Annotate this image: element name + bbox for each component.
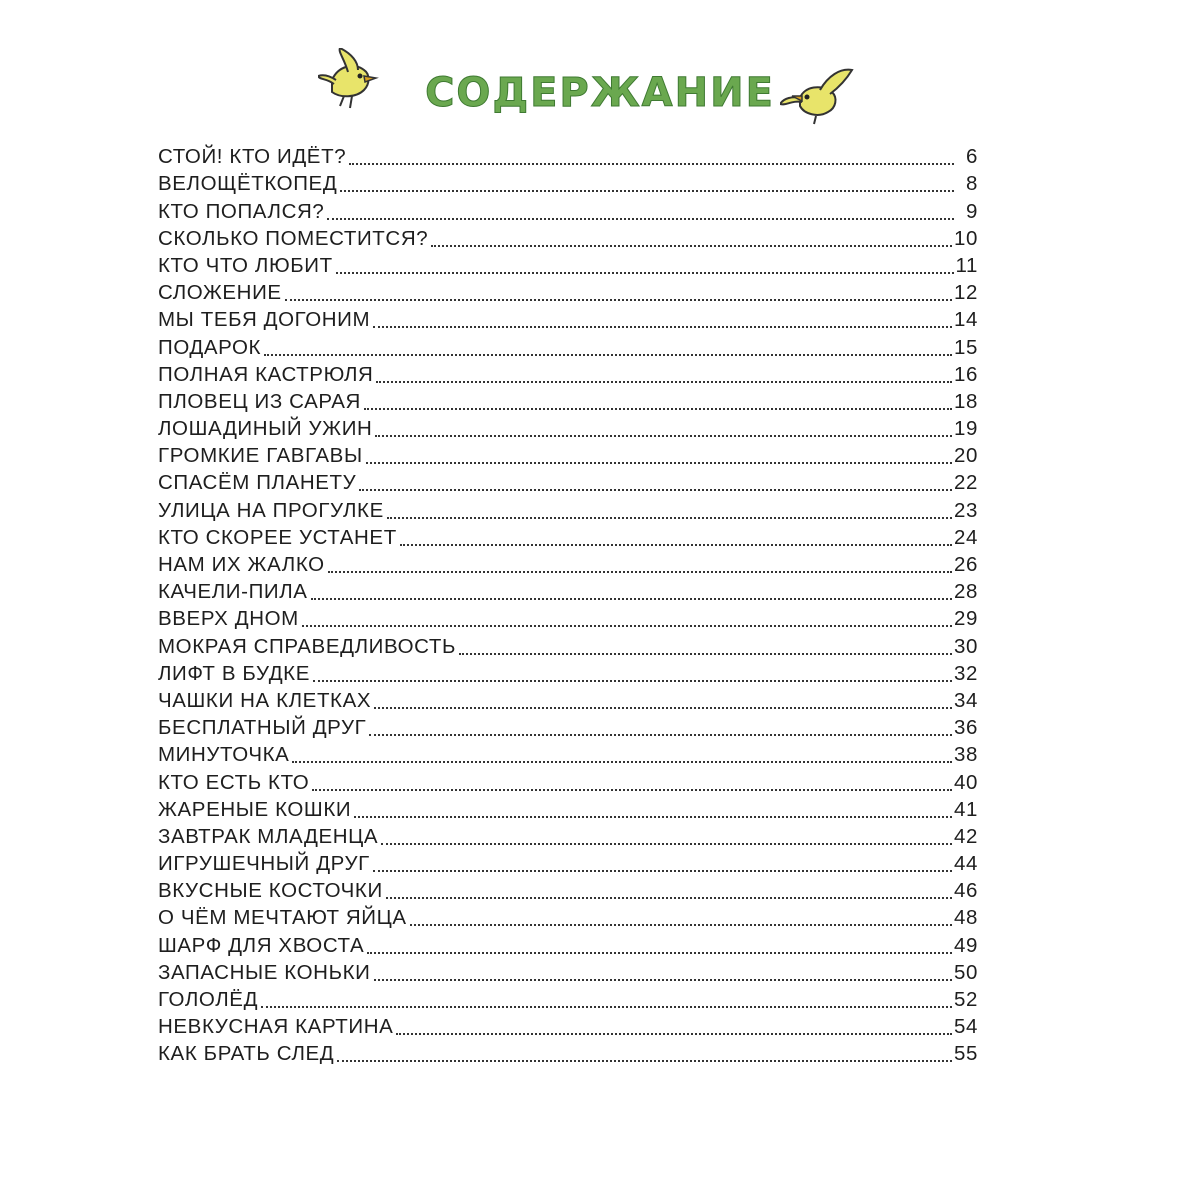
- dot-leader: [396, 1019, 952, 1035]
- toc-entry-title: ПОЛНАЯ КАСТРЮЛЯ: [158, 362, 374, 386]
- toc-entry-title: НЕВКУСНАЯ КАРТИНА: [158, 1015, 394, 1039]
- toc-entry-title: ИГРУШЕЧНЫЙ ДРУГ: [158, 852, 370, 876]
- toc-entry-title: ПЛОВЕЦ ИЗ САРАЯ: [158, 389, 361, 413]
- toc-entry[interactable]: [158, 713, 978, 740]
- toc-entry[interactable]: [158, 903, 978, 930]
- toc-entry-title: СЛОЖЕНИЕ: [158, 281, 282, 305]
- dot-leader: [359, 475, 952, 491]
- toc-entry-page-number: 42: [953, 824, 978, 848]
- toc-entry-title: ЛОШАДИНЫЙ УЖИН: [158, 417, 373, 441]
- dot-leader: [285, 285, 952, 301]
- table-of-contents: [158, 142, 978, 1066]
- toc-entry-title: МИНУТОЧКА: [158, 743, 290, 767]
- toc-entry-page-number: 52: [953, 988, 978, 1011]
- toc-entry[interactable]: [158, 686, 978, 713]
- toc-entry-page-number: 23: [953, 498, 978, 522]
- toc-entry-title: ВВЕРХ ДНОМ: [158, 607, 299, 631]
- dot-leader: [376, 367, 952, 383]
- toc-entry-page-number: 22: [953, 471, 978, 495]
- dot-leader: [354, 802, 952, 818]
- toc-entry-title: МЫ ТЕБЯ ДОГОНИМ: [158, 308, 371, 332]
- toc-entry-title: КТО ЕСТЬ КТО: [158, 770, 310, 794]
- toc-entry-page-number: 6: [965, 145, 978, 169]
- toc-entry[interactable]: [158, 767, 978, 794]
- toc-entry-page-number: 14: [953, 308, 978, 332]
- toc-entry-page-number: 19: [953, 417, 978, 441]
- toc-entry[interactable]: [158, 958, 978, 985]
- toc-entry-page-number: 55: [953, 1042, 978, 1066]
- dot-leader: [374, 693, 952, 709]
- dot-leader: [264, 340, 952, 356]
- toc-entry[interactable]: [158, 305, 978, 332]
- toc-entry[interactable]: [158, 659, 978, 686]
- toc-entry-page-number: 49: [953, 933, 978, 957]
- toc-entry[interactable]: [158, 604, 978, 631]
- dot-leader: [387, 503, 952, 519]
- toc-entry[interactable]: [158, 278, 978, 305]
- toc-entry-page-number: 46: [953, 879, 978, 903]
- toc-entry-page-number: 11: [955, 253, 978, 277]
- toc-entry[interactable]: [158, 523, 978, 550]
- dot-leader: [340, 176, 954, 192]
- dot-leader: [459, 639, 952, 655]
- toc-entry-title: ГОЛОЛЁД: [158, 988, 259, 1011]
- toc-entry[interactable]: [158, 224, 978, 251]
- toc-entry-title: КТО ПОПАЛСЯ?: [158, 199, 325, 223]
- toc-entry-page-number: 18: [953, 389, 978, 413]
- dot-leader: [373, 856, 952, 872]
- toc-entry[interactable]: [158, 169, 978, 196]
- toc-entry-page-number: 29: [953, 607, 978, 631]
- toc-entry-page-number: 8: [965, 172, 978, 196]
- toc-entry[interactable]: [158, 795, 978, 822]
- toc-entry-page-number: 32: [953, 661, 978, 685]
- dot-leader: [410, 910, 952, 926]
- toc-entry-title: ВЕЛОЩЁТКОПЕД: [158, 172, 338, 196]
- dot-leader: [312, 775, 952, 791]
- toc-entry-title: КТО ЧТО ЛЮБИТ: [158, 253, 333, 277]
- toc-entry-title: БЕСПЛАТНЫЙ ДРУГ: [158, 716, 367, 740]
- toc-entry-page-number: 48: [953, 906, 978, 930]
- toc-entry-page-number: 50: [953, 960, 978, 984]
- dot-leader: [261, 992, 952, 1008]
- toc-entry-page-number: 12: [953, 281, 978, 305]
- toc-entry-title: ЗАПАСНЫЕ КОНЬКИ: [158, 960, 371, 984]
- toc-entry-page-number: 10: [953, 226, 978, 250]
- toc-entry-title: КТО СКОРЕЕ УСТАНЕТ: [158, 525, 397, 549]
- toc-entry-page-number: 44: [953, 852, 978, 876]
- toc-entry[interactable]: [158, 441, 978, 468]
- toc-entry[interactable]: [158, 550, 978, 577]
- toc-entry-page-number: 15: [953, 335, 978, 359]
- toc-entry-page-number: 54: [953, 1015, 978, 1039]
- dot-leader: [373, 312, 952, 328]
- toc-entry[interactable]: [158, 631, 978, 658]
- toc-entry-title: КАЧЕЛИ-ПИЛА: [158, 580, 308, 604]
- toc-entry-title: СТОЙ! КТО ИДЁТ?: [158, 145, 347, 169]
- dot-leader: [302, 611, 952, 627]
- toc-entry-title: УЛИЦА НА ПРОГУЛКЕ: [158, 498, 384, 522]
- toc-entry-title: ШАРФ ДЛЯ ХВОСТА: [158, 933, 365, 957]
- toc-entry[interactable]: [158, 387, 978, 414]
- toc-entry-page-number: 24: [953, 525, 978, 549]
- toc-entry[interactable]: [158, 468, 978, 495]
- toc-entry-title: ЖАРЕНЫЕ КОШКИ: [158, 797, 352, 821]
- toc-entry[interactable]: [158, 740, 978, 767]
- toc-entry-page-number: 38: [953, 743, 978, 767]
- toc-entry[interactable]: [158, 251, 978, 278]
- toc-entry[interactable]: [158, 142, 978, 169]
- toc-entry[interactable]: [158, 1039, 978, 1066]
- toc-entry-title: ВКУСНЫЕ КОСТОЧКИ: [158, 879, 383, 903]
- toc-entry-title: ГРОМКИЕ ГАВГАВЫ: [158, 444, 363, 468]
- toc-entry-title: КАК БРАТЬ СЛЕД: [158, 1042, 335, 1066]
- dot-leader: [374, 965, 952, 981]
- page-header: [0, 40, 1200, 130]
- toc-entry[interactable]: [158, 196, 978, 223]
- dot-leader: [327, 204, 954, 220]
- toc-entry-title: ЧАШКИ НА КЛЕТКАХ: [158, 688, 372, 712]
- toc-entry-page-number: 34: [953, 688, 978, 712]
- dot-leader: [328, 557, 952, 573]
- toc-entry-title: СПАСЁМ ПЛАНЕТУ: [158, 471, 357, 495]
- toc-entry[interactable]: [158, 930, 978, 957]
- toc-entry[interactable]: [158, 1012, 978, 1039]
- toc-entry-page-number: 41: [953, 797, 978, 821]
- toc-entry[interactable]: [158, 577, 978, 604]
- dot-leader: [364, 394, 952, 410]
- toc-entry-page-number: 16: [953, 362, 978, 386]
- toc-entry-page-number: 40: [953, 770, 978, 794]
- toc-entry-title: О ЧЁМ МЕЧТАЮТ ЯЙЦА: [158, 906, 407, 930]
- toc-entry-title: МОКРАЯ СПРАВЕДЛИВОСТЬ: [158, 634, 457, 658]
- toc-entry[interactable]: [158, 414, 978, 441]
- dot-leader: [369, 720, 952, 736]
- toc-entry-title: СКОЛЬКО ПОМЕСТИТСЯ?: [158, 226, 429, 250]
- toc-entry-page-number: 26: [953, 553, 978, 576]
- dot-leader: [367, 938, 952, 954]
- dot-leader: [386, 883, 952, 899]
- toc-entry-title: НАМ ИХ ЖАЛКО: [158, 553, 325, 576]
- toc-entry[interactable]: [158, 876, 978, 903]
- toc-entry-page-number: 20: [953, 444, 978, 468]
- dot-leader: [349, 149, 954, 165]
- dot-leader: [336, 258, 954, 274]
- toc-entry[interactable]: [158, 985, 978, 1012]
- dot-leader: [381, 829, 952, 845]
- dot-leader: [375, 421, 952, 437]
- toc-entry[interactable]: [158, 332, 978, 359]
- toc-entry-page-number: 30: [953, 634, 978, 658]
- toc-entry-title: ЛИФТ В БУДКЕ: [158, 661, 310, 685]
- dot-leader: [313, 666, 952, 682]
- toc-entry-page-number: 36: [953, 716, 978, 740]
- dot-leader: [337, 1046, 952, 1062]
- toc-entry[interactable]: [158, 360, 978, 387]
- bird-icon: [780, 62, 860, 132]
- toc-entry-title: ЗАВТРАК МЛАДЕНЦА: [158, 824, 379, 848]
- toc-entry[interactable]: [158, 495, 978, 522]
- page-title: СОДЕРЖАНИЕ: [425, 70, 775, 116]
- dot-leader: [292, 747, 952, 763]
- toc-entry-page-number: 28: [953, 580, 978, 604]
- toc-entry[interactable]: [158, 822, 978, 849]
- toc-entry[interactable]: [158, 849, 978, 876]
- toc-entry-page-number: 9: [965, 199, 978, 223]
- toc-entry-title: ПОДАРОК: [158, 335, 262, 359]
- dot-leader: [311, 584, 952, 600]
- dot-leader: [400, 530, 952, 546]
- dot-leader: [366, 448, 952, 464]
- dot-leader: [431, 231, 952, 247]
